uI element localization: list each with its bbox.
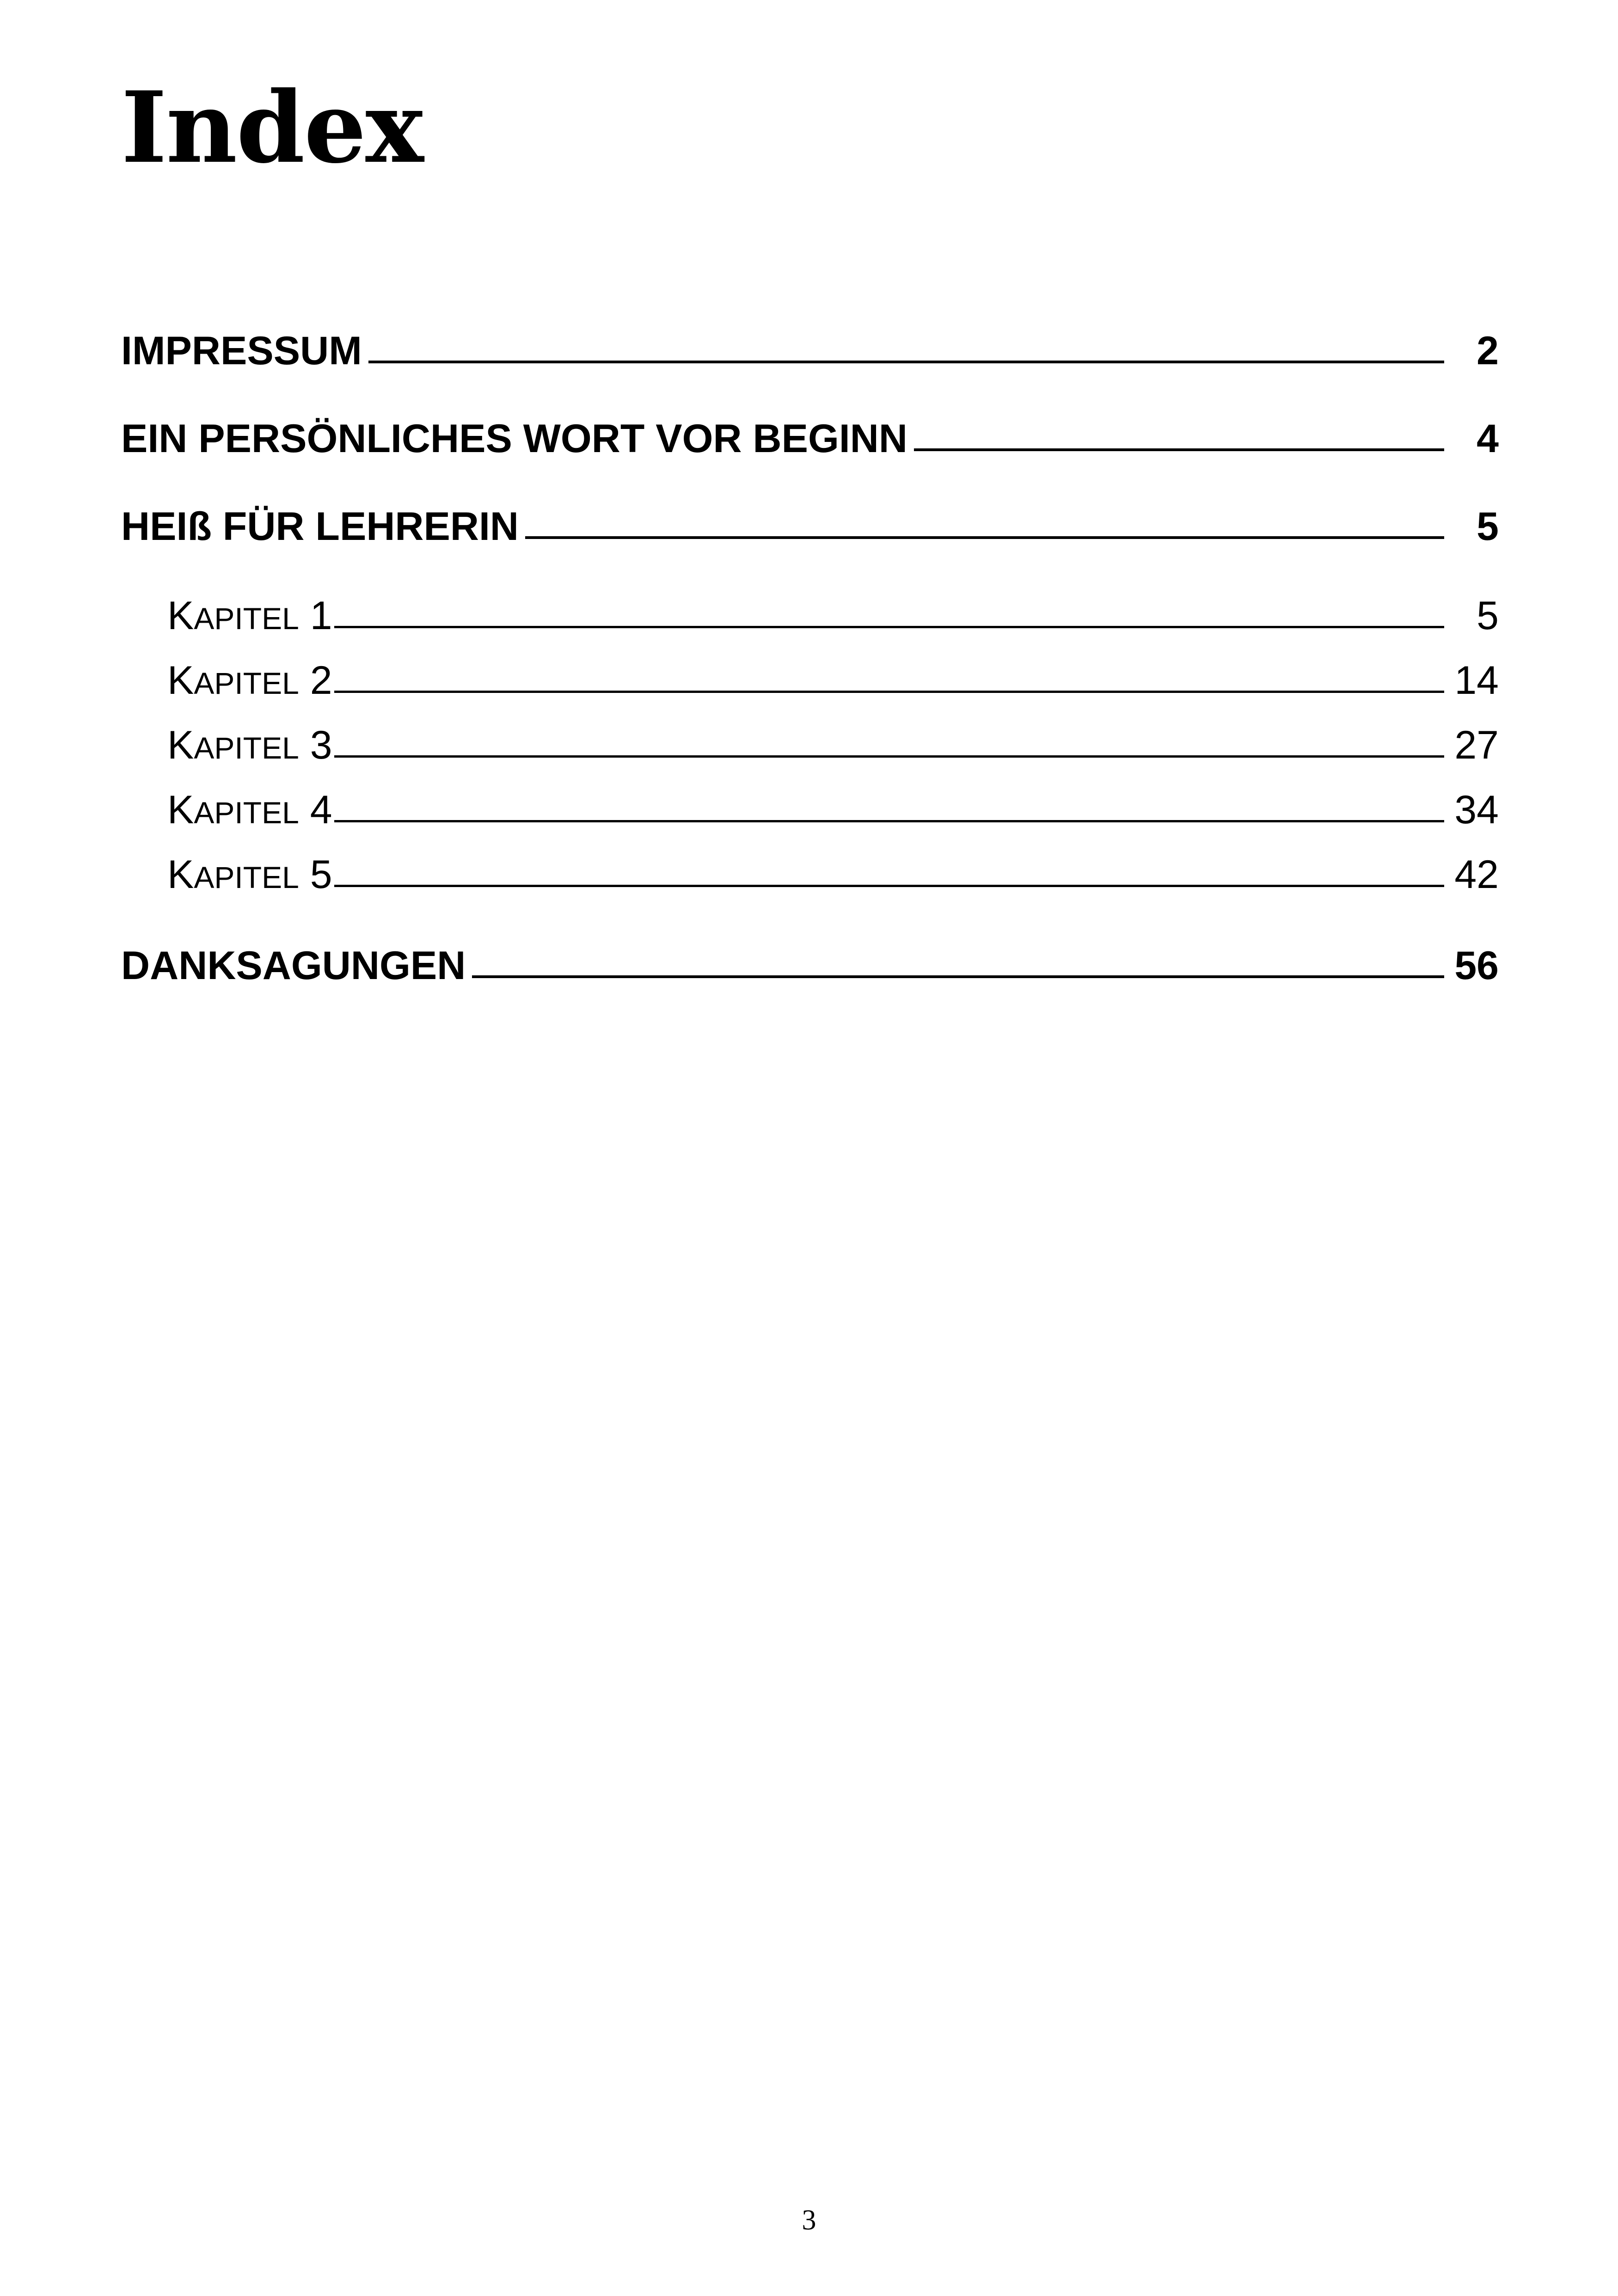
- toc-entry-kapitel-2[interactable]: [167, 658, 1499, 704]
- toc-label-initial: K: [167, 852, 194, 897]
- toc-entry-label: DANKSAGUNGEN: [121, 943, 466, 988]
- toc-label-initial: K: [167, 788, 194, 832]
- toc-label-number: 2: [310, 658, 332, 703]
- toc-entry-page: 27: [1454, 723, 1499, 767]
- page-number: 3: [802, 2204, 816, 2236]
- toc-entry-kapitel-1[interactable]: [167, 593, 1499, 639]
- toc-label-smallcaps: APITEL: [194, 796, 299, 830]
- toc-label-initial: K: [167, 594, 194, 638]
- toc-entry-label: HEIß FÜR LEHRERIN: [121, 504, 519, 549]
- toc-entry-page: 42: [1454, 852, 1499, 897]
- toc-entry-heiss-fuer-lehrerin[interactable]: [121, 504, 1499, 550]
- page-title: Index: [121, 70, 423, 185]
- toc-label-number: 1: [310, 594, 332, 638]
- toc-leader-line: [525, 536, 1444, 539]
- toc-leader-line: [334, 755, 1444, 758]
- toc-entry-kapitel-3[interactable]: [167, 722, 1499, 768]
- toc-label-smallcaps: APITEL: [194, 731, 299, 765]
- toc-label-smallcaps: APITEL: [194, 860, 299, 894]
- toc-entry-label: EIN PERSÖNLICHES WORT VOR BEGINN: [121, 416, 908, 461]
- toc-entry-page: 5: [1477, 504, 1499, 549]
- toc-entry-page: 56: [1454, 943, 1499, 988]
- toc-entry-page: 34: [1454, 788, 1499, 832]
- toc-label-initial: K: [167, 658, 194, 703]
- toc-entry-label: [167, 658, 332, 704]
- toc-entry-page: 5: [1477, 594, 1499, 638]
- toc-leader-line: [334, 820, 1444, 822]
- toc-leader-line: [334, 885, 1444, 887]
- toc-leader-line: [334, 691, 1444, 693]
- toc-entry-label: [167, 787, 332, 833]
- toc-label-number: 3: [310, 723, 332, 767]
- toc-leader-line: [368, 361, 1444, 363]
- toc-entry-label: [167, 722, 332, 768]
- toc-entry-persoenliches-wort[interactable]: [121, 416, 1499, 462]
- toc-label-number: 5: [310, 852, 332, 897]
- toc-entry-page: 14: [1454, 658, 1499, 703]
- toc-leader-line: [914, 448, 1444, 451]
- toc-label-initial: K: [167, 723, 194, 767]
- toc-leader-line: [472, 975, 1444, 978]
- toc-entry-page: 4: [1477, 416, 1499, 461]
- toc-label-smallcaps: APITEL: [194, 601, 299, 636]
- toc-entry-kapitel-5[interactable]: [167, 852, 1499, 898]
- toc-entry-label: [167, 852, 332, 898]
- toc-entry-label: [167, 593, 332, 639]
- toc-label-smallcaps: APITEL: [194, 666, 299, 700]
- toc-entry-label: IMPRESSUM: [121, 329, 362, 373]
- toc-entry-danksagungen[interactable]: [121, 943, 1499, 989]
- toc-leader-line: [334, 626, 1444, 628]
- toc-entry-kapitel-4[interactable]: [167, 787, 1499, 833]
- toc-entry-page: 2: [1477, 329, 1499, 373]
- toc-label-number: 4: [310, 788, 332, 832]
- toc-entry-impressum[interactable]: [121, 328, 1499, 374]
